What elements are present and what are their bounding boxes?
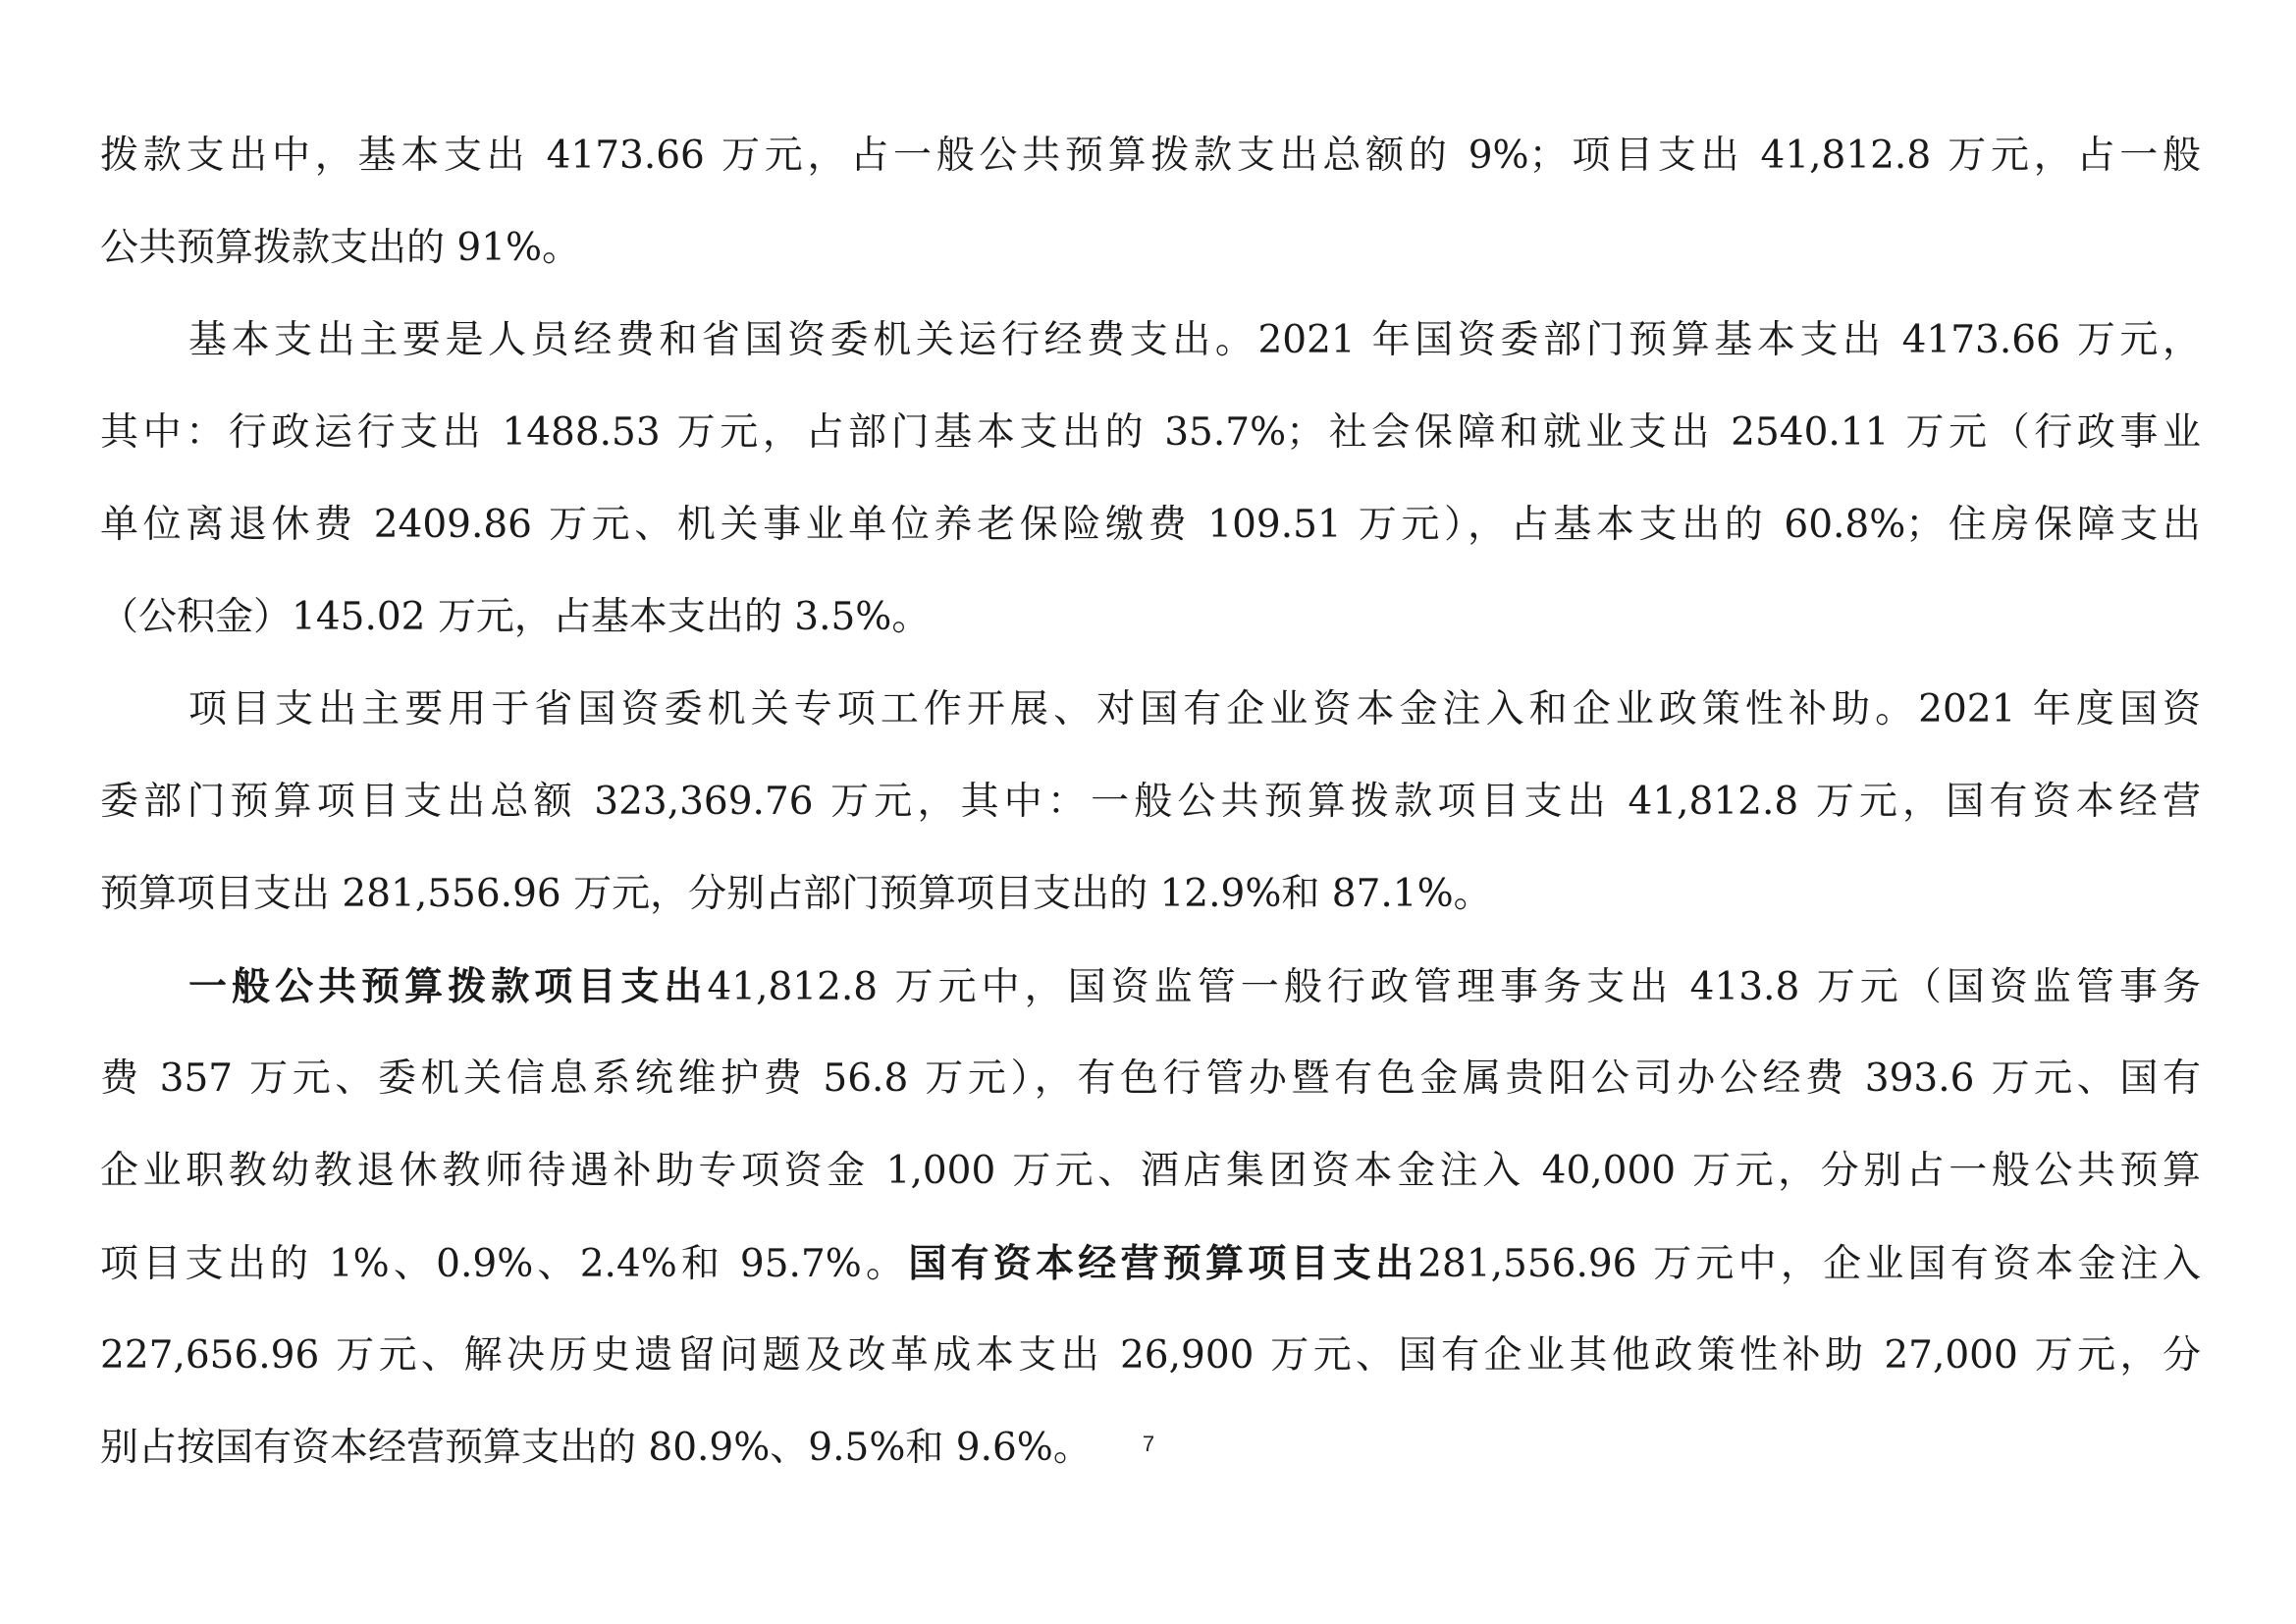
paragraph-4-line-1-text: 41,812.8 万元中，国资监管一般行政管理事务支出 413.8 万元（国资监管事务 bbox=[707, 965, 2201, 1009]
paragraph-3-line-2: 委部门预算项目支出总额 323,369.76 万元，其中：一般公共预算拨款项目支出 41,812.8 万元，国有资本经营 bbox=[100, 780, 2201, 824]
paragraph-2-line-4: （公积金）145.02 万元，占基本支出的 3.5%。 bbox=[100, 595, 931, 639]
paragraph-4-line-2: 费 357 万元、委机关信息系统维护费 56.8 万元），有色行管办暨有色金属贵阳公司办公经费 393.6 万元、国有 bbox=[100, 1056, 2201, 1101]
paragraph-4-line-4 bbox=[100, 1218, 2201, 1310]
paragraph-2-line-1: 基本支出主要是人员经费和省国资委机关运行经费支出。2021 年国资委部门预算基本支出 4173.66 万元， bbox=[188, 318, 2201, 362]
heading-general-budget-project-expenditure: 一般公共预算拨款项目支出 bbox=[188, 964, 708, 1009]
paragraph-4-line-5: 227,656.96 万元、解决历史遗留问题及改革成本支出 26,900 万元、国有企业其他政策性补助 27,000 万元，分 bbox=[100, 1333, 2201, 1378]
heading-state-capital-project-expenditure: 国有资本经营预算项目支出 bbox=[908, 1241, 1418, 1286]
paragraph-4-line-3: 企业职教幼教退休教师待遇补助专项资金 1,000 万元、酒店集团资本金注入 40,000 万元，分别占一般公共预算 bbox=[100, 1149, 2201, 1193]
paragraph-1-line-2: 公共预算拨款支出的 91%。 bbox=[100, 226, 581, 270]
paragraph-4-line-4-text-post: 281,556.96 万元中，企业国有资本金注入 bbox=[1417, 1242, 2201, 1286]
paragraph-3-line-1: 项目支出主要用于省国资委机关专项工作开展、对国有企业资本金注入和企业政策性补助。2021 年度国资 bbox=[188, 687, 2201, 731]
paragraph-4-line-6: 别占按国有资本经营预算支出的 80.9%、9.5%和 9.6%。 bbox=[100, 1426, 1092, 1470]
paragraph-2-line-2: 其中：行政运行支出 1488.53 万元，占部门基本支出的 35.7%；社会保障和就业支出 2540.11 万元（行政事业 bbox=[100, 410, 2201, 455]
paragraph-2-line-3: 单位离退休费 2409.86 万元、机关事业单位养老保险缴费 109.51 万元），占基本支出的 60.8%；住房保障支出 bbox=[100, 503, 2201, 547]
paragraph-3-line-3: 预算项目支出 281,556.96 万元，分别占部门预算项目支出的 12.9%和 87.1%。 bbox=[100, 872, 1492, 916]
page-number: 7 bbox=[1142, 1432, 1155, 1456]
paragraph-4-line-1 bbox=[188, 941, 2201, 1033]
paragraph-4-line-4-text-pre: 项目支出的 1%、0.9%、2.4%和 95.7%。 bbox=[100, 1242, 909, 1286]
paragraph-1-line-1: 拨款支出中，基本支出 4173.66 万元，占一般公共预算拨款支出总额的 9%；项目支出 41,812.8 万元，占一般 bbox=[100, 134, 2201, 178]
